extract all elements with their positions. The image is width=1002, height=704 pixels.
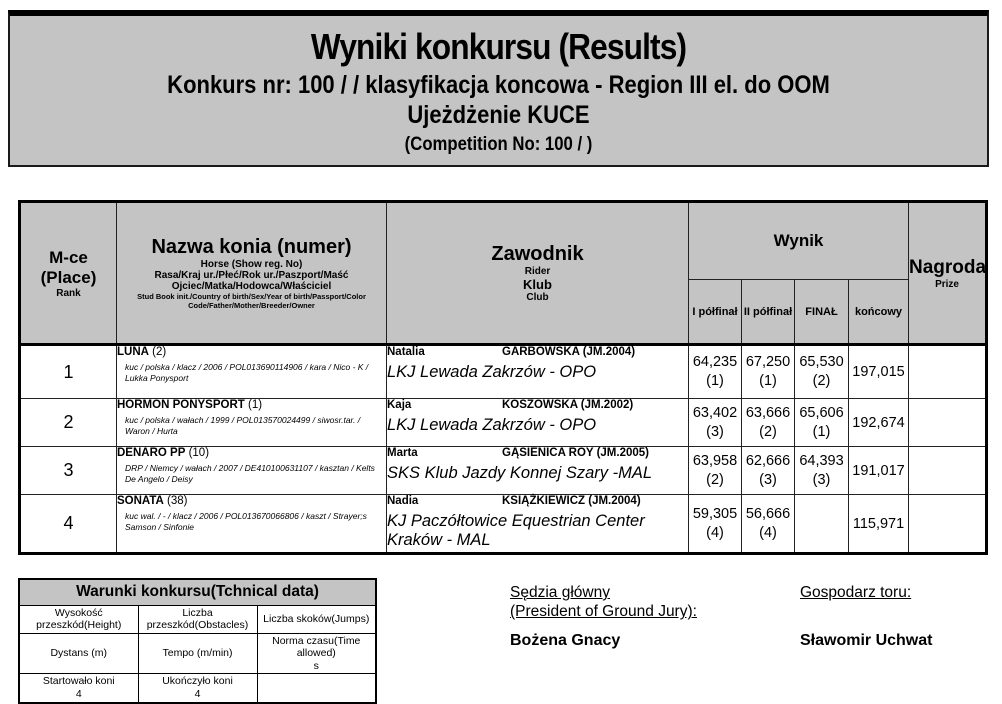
tech-distance-cell: Dystans (m) [19,633,138,674]
final-score-cell [795,399,849,447]
score-rank: (3) [812,471,831,488]
table-row [20,495,987,554]
rider-first-name: Nadia [387,495,419,507]
score-rank: (1) [812,423,831,440]
page-title: Wyniki konkursu (Results) [310,26,687,67]
rider-cell [387,399,689,447]
semifinal-1-score-cell [689,345,742,399]
horse-number: (1) [244,399,263,411]
col-header-horse [117,202,387,345]
rider-first-name: Kaja [387,399,412,411]
score-rank: (4) [706,524,724,541]
horse-number: (38) [163,495,188,507]
rider-first-name: Marta [387,447,418,459]
col-prize-sub: Prize [935,278,959,290]
score-rank: (3) [759,471,777,488]
horse-name: LUNA [117,346,149,358]
semifinal-1-score-cell [689,495,742,554]
judge-signature-block [510,583,697,622]
tech-time-allowed-label: Norma czasu(Time allowed) [272,634,361,660]
col-header-prize [909,202,987,345]
col-rider-label: Zawodnik [491,243,584,265]
steward-signature-block [800,583,911,602]
score-value: 65,606 [799,404,844,421]
total-score-cell: 191,017 [849,447,909,495]
col-rider-sub3: Club [526,292,549,303]
club-name: LKJ Lewada Zakrzów - OPO [387,416,597,434]
tech-obstacles-cell: Liczba przeszkód(Obstacles) [138,605,257,633]
semifinal-2-score-cell [742,447,795,495]
tech-empty-cell [257,674,376,703]
col-header-final: FINAŁ [795,280,849,345]
prize-cell [909,495,987,554]
tech-finished-cell [138,674,257,703]
steward-label: Gospodarz toru: [800,584,912,601]
rider-last-name: KOSZOWSKA (JM.2002) [502,399,634,411]
judge-label-en: (President of Ground Jury): [510,603,697,621]
col-header-rider [387,202,689,345]
col-rider-sub1: Rider [524,266,551,277]
score-rank: (2) [706,471,724,488]
horse-cell [117,345,387,399]
results-title-banner [8,10,989,167]
tech-time-allowed-cell [257,633,376,674]
col-prize-label: Nagroda [909,256,987,278]
semifinal-1-score-cell [689,399,742,447]
place-cell: 3 [20,447,117,495]
competition-subtitle: Konkurs nr: 100 / / klasyfikacja koncowa - Region III el. do OOM [167,71,830,99]
horse-name: SONATA [117,495,164,507]
rider-last-name: KSIĄŻKIEWICZ (JM.2004) [502,495,641,507]
col-horse-sub5: Code/Father/Mother/Breeder/Owner [188,301,315,310]
tech-finished-label: Ukończyło koni [162,675,233,688]
score-value: 67,250 [745,354,791,371]
final-score-cell [795,495,849,554]
technical-data-title: Warunki konkursu(Tchnical data) [19,579,376,605]
prize-cell [909,345,987,399]
rider-last-name: GARBOWSKA (JM.2004) [502,346,636,358]
col-header-semifinal-1: I półfinał [689,280,742,345]
semifinal-1-score-cell [689,447,742,495]
col-horse-sub3: Ojciec/Matka/Hodowca/Właściciel [171,281,332,292]
score-value: 56,666 [745,505,791,522]
col-header-place [20,202,117,345]
rider-cell [387,447,689,495]
score-value: 64,235 [692,354,738,371]
tech-started-value: 4 [75,688,82,701]
score-value: 65,530 [799,354,844,371]
col-horse-sub4: Stud Book init./Country of birth/Sex/Year of birth/Passport/Color [137,292,366,301]
semifinal-2-score-cell [742,495,795,554]
horse-number: (10) [185,447,210,459]
tech-height-cell: Wysokość przeszkód(Height) [19,605,138,633]
score-rank: (3) [706,423,724,440]
score-value: 59,305 [692,505,738,522]
horse-cell [117,447,387,495]
tech-finished-value: 4 [194,688,201,701]
score-rank: (1) [759,373,777,389]
horse-details: kuc / polska / klacz / 2006 / POL013690114906 / kara / Nico - K / Lukka Ponysport [125,362,369,383]
horse-name: HORMON PONYSPORT [117,399,245,411]
horse-name: DENARO PP [117,447,186,459]
technical-data-table [18,578,377,704]
place-cell: 2 [20,399,117,447]
results-table [18,200,988,555]
col-place-label: M-ce (Place) [40,247,97,287]
score-rank: (2) [812,373,831,389]
total-score-cell: 192,674 [849,399,909,447]
place-cell: 4 [20,495,117,554]
tech-tempo-cell: Tempo (m/min) [138,633,257,674]
horse-cell [117,399,387,447]
rider-cell [387,495,689,554]
col-result-label: Wynik [773,231,824,250]
judge-label-pl: Sędzia główny [510,584,610,601]
col-horse-sub1: Horse (Show reg. No) [200,259,303,270]
rider-first-name: Natalia [387,346,425,358]
rider-cell [387,345,689,399]
table-row [20,399,987,447]
score-value: 63,402 [692,404,738,421]
tech-started-label: Startowało koni [42,675,115,688]
club-name: LKJ Lewada Zakrzów - OPO [387,363,597,381]
rider-last-name: GĄSIENICA ROY (JM.2005) [502,447,649,459]
col-horse-label: Nazwa konia (numer) [151,236,352,258]
col-header-total: końcowy [849,280,909,345]
table-row [20,345,987,399]
semifinal-2-score-cell [742,399,795,447]
competition-number-en: (Competition No: 100 / ) [404,134,593,155]
discipline-subtitle: Ujeżdżenie KUCE [407,101,590,129]
col-horse-sub2: Rasa/Kraj ur./Płeć/Rok ur./Paszport/Maść [154,270,349,281]
tech-jumps-cell: Liczba skoków(Jumps) [257,605,376,633]
prize-cell [909,399,987,447]
tech-time-allowed-unit: s [313,659,319,672]
score-value: 63,958 [692,452,738,469]
steward-name: Sławomir Uchwat [800,632,933,649]
tech-started-cell [19,674,138,703]
horse-number: (2) [148,346,167,358]
score-rank: (4) [759,524,777,541]
col-place-sub: Rank [56,287,81,299]
total-score-cell: 115,971 [849,495,909,554]
score-value: 64,393 [799,452,844,469]
club-name: SKS Klub Jazdy Konnej Szary -MAL [387,464,653,482]
horse-cell [117,495,387,554]
score-rank: (1) [706,373,724,389]
horse-details: kuc wal. / - / klacz / 2006 / POL013670066806 / kaszt / Strayer;s Samson / Sinfonie [125,511,367,532]
col-rider-sub2: Klub [523,277,552,292]
col-header-semifinal-2: II półfinał [742,280,795,345]
score-value: 63,666 [745,404,791,421]
judge-name: Bożena Gnacy [510,632,621,649]
col-header-result-group [689,202,909,280]
final-score-cell [795,447,849,495]
score-value: 62,666 [745,452,791,469]
prize-cell [909,447,987,495]
table-row [20,447,987,495]
club-name: KJ Paczółtowice Equestrian Center Kraków - MAL [387,512,645,549]
final-score-cell [795,345,849,399]
score-rank: (2) [759,423,777,440]
semifinal-2-score-cell [742,345,795,399]
horse-details: DRP / Niemcy / wałach / 2007 / DE410100631107 / kasztan / Kelts De Angelo / Deisy [125,463,375,484]
horse-details: kuc / polska / wałach / 1999 / POL013570024499 / siwosr.tar. / Waron / Hurta [125,415,361,436]
total-score-cell: 197,015 [849,345,909,399]
place-cell: 1 [20,345,117,399]
